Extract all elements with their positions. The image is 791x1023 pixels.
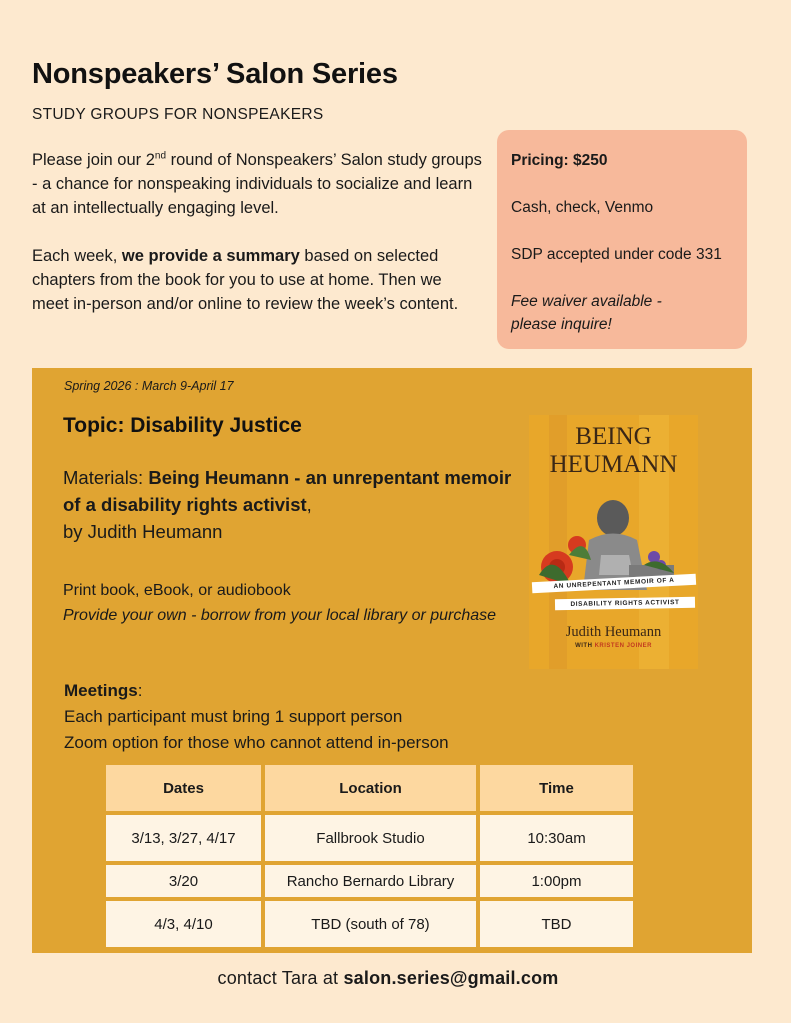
cover-title-line-2: HEUMANN (549, 451, 678, 478)
sdp-note: SDP accepted under code 331 (511, 246, 722, 263)
fee-waiver-line-1: Fee waiver available - (511, 293, 662, 310)
cell-time: 1:00pm (480, 865, 633, 897)
cell-dates: 4/3, 4/10 (106, 901, 261, 947)
cover-band-2: DISABILITY RIGHTS ACTIVIST (555, 597, 695, 610)
provide-own-note: Provide your own - borrow from your local library or purchase (63, 607, 497, 624)
cover-band-1: AN UNREPENTANT MEMOIR OF A (532, 574, 696, 594)
materials: Materials: Being Heumann - an unrepentant memoir of a disability rights activist, by Judith Heumann (63, 467, 512, 542)
page-title: Nonspeakers’ Salon Series (32, 58, 398, 90)
book-title: Being Heumann - an unrepentant memoir of a disability rights activist (63, 467, 512, 515)
contact-line: contact Tara at salon.series@gmail.com (217, 968, 559, 988)
pricing-box (497, 130, 747, 349)
column-header-time: Time (480, 765, 633, 811)
session-panel (32, 368, 752, 953)
cell-dates: 3/20 (106, 865, 261, 897)
intro-paragraph-1: Please join our 2nd round of Nonspeakers’ Salon study groups - a chance for nonspeaking individuals to socialize and learn at an intellectually engaging level. (32, 150, 482, 217)
cover-coauthor: WITH KRISTEN JOINER (575, 643, 652, 649)
pricing-heading: Pricing: $250 (511, 152, 608, 169)
column-header-dates: Dates (106, 765, 261, 811)
table-row (106, 865, 633, 897)
season-dates: Spring 2026 : March 9-April 17 (64, 379, 234, 393)
cell-time: 10:30am (480, 815, 633, 861)
column-header-location: Location (265, 765, 476, 811)
topic-heading: Topic: Disability Justice (63, 414, 302, 437)
book-cover-image (529, 415, 698, 669)
cell-location: Fallbrook Studio (265, 815, 476, 861)
cell-location: Rancho Bernardo Library (265, 865, 476, 897)
cover-author: Judith Heumann (565, 624, 662, 640)
meetings-line-1: Each participant must bring 1 support person (64, 707, 403, 726)
fee-waiver-line-2: please inquire! (511, 316, 612, 333)
schedule-table (102, 761, 637, 951)
meetings-info: Meetings: Each participant must bring 1 support person Zoom option for those who cannot attend in-person (64, 678, 544, 756)
cell-dates: 3/13, 3/27, 4/17 (106, 815, 261, 861)
page-subtitle: STUDY GROUPS FOR NONSPEAKERS (32, 106, 324, 123)
meetings-line-2: Zoom option for those who cannot attend in-person (64, 733, 449, 752)
meetings-label: Meetings (64, 681, 138, 700)
table-row (106, 901, 633, 947)
intro-paragraph-2: Each week, we provide a summary based on selected chapters from the book for you to use at home. Then we meet in-person and/or online to review the week’s content. (32, 247, 459, 313)
cover-title-line-1: BEING (575, 423, 652, 450)
contact-email[interactable]: salon.series@gmail.com (343, 968, 559, 988)
book-formats: Print book, eBook, or audiobook Provide your own - borrow from your local library or purchase (63, 578, 503, 628)
table-row (106, 815, 633, 861)
intro-text (32, 148, 482, 316)
payment-methods: Cash, check, Venmo (511, 199, 654, 216)
book-author: by Judith Heumann (63, 521, 223, 542)
table-header-row (106, 765, 633, 811)
cell-time: TBD (480, 901, 633, 947)
cell-location: TBD (south of 78) (265, 901, 476, 947)
